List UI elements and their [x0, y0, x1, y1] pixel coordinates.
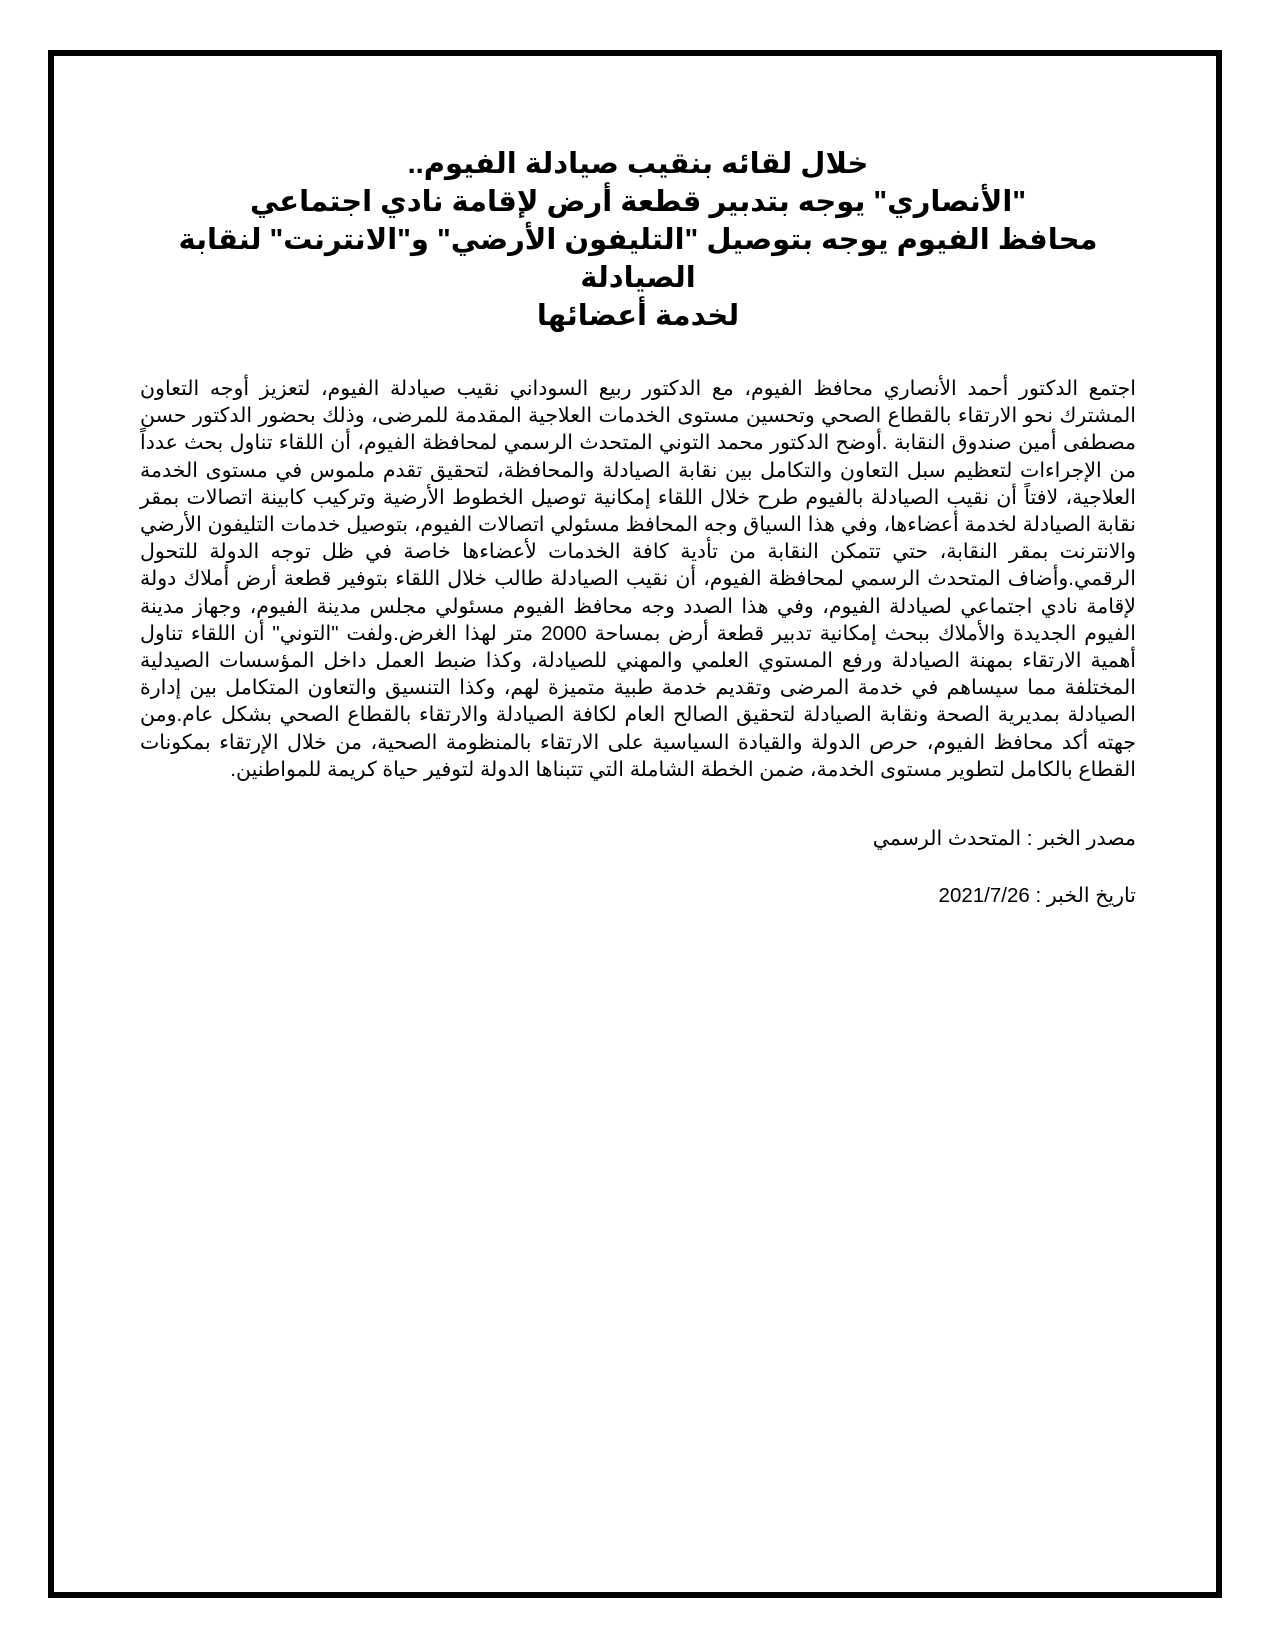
headline-line: لخدمة أعضائها [536, 300, 740, 332]
news-date: تاريخ الخبر : 2021/7/26 [938, 884, 1136, 908]
news-source: مصدر الخبر : المتحدث الرسمي [872, 827, 1136, 851]
article [140, 145, 1136, 909]
headline-line: محافظ الفيوم يوجه بتوصيل "التليفون الأرضي" و"الانترنت" لنقابة الصيادلة [178, 224, 1098, 294]
article-body: اجتمع الدكتور أحمد الأنصاري محافظ الفيوم، مع الدكتور ربيع السوداني نقيب صيادلة الفيوم، لتعزيز أوجه التعاون المشترك نحو الارتقاء بالقطاع الصحي وتحسين مستوى الخدمات العلاجية المقدمة للمرضى، وذلك بحضور الدكتور حسن مصطفى أمين صندوق النقابة .أوضح الدكتور محمد التوني المتحدث الرسمي لمحافظة الفيوم، أن اللقاء تناول بحث عدداً من الإجراءات لتعظيم سبل التعاون والتكامل بين نقابة الصيادلة والمحافظة، لتحقيق تقدم ملموس في مستوى الخدمة العلاجية، لافتاً أن نقيب الصيادلة بالفيوم طرح خلال اللقاء إمكانية توصيل الخطوط الأرضية وتركيب كابينة اتصالات بمقر نقابة الصيادلة لخدمة أعضاءها، وفي هذا السياق وجه المحافظ مسئولي اتصالات الفيوم، بتوصيل خدمات التليفون الأرضي والانترنت بمقر النقابة، حتي تتمكن النقابة من تأدية كافة الخدمات لأعضاءها خاصة في ظل توجه الدولة للتحول الرقمي.وأضاف المتحدث الرسمي لمحافظة الفيوم، أن نقيب الصيادلة طالب خلال اللقاء بتوفير قطعة أرض أملاك دولة لإقامة نادي اجتماعي لصيادلة الفيوم، وفي هذا الصدد وجه محافظ الفيوم مسئولي مجلس مدينة الفيوم، وجهاز مدينة الفيوم الجديدة والأملاك ببحث إمكانية تدبير قطعة أرض بمساحة 2000 متر لهذا الغرض.ولفت "التوني" أن اللقاء تناول أهمية الارتقاء بمهنة الصيادلة ورفع المستوي العلمي والمهني للصيادلة، وكذا ضبط العمل داخل المؤسسات الصيدلية المختلفة مما سيساهم في خدمة المرضى وتقديم خدمة طبية متميزة لهم، وكذا التنسيق والتعاون المتكامل بين إدارة الصيادلة بمديرية الصحة ونقابة الصيادلة لتحقيق الصالح العام لكافة الصيادلة والارتقاء بالقطاع الصحي بشكل عام.ومن جهته أكد محافظ الفيوم، حرص الدولة والقيادة السياسية على الارتقاء بالمنظومة الصحية، من خلال الإرتقاء بمكونات القطاع بالكامل لتطوير مستوى الخدمة، ضمن الخطة الشاملة التي تتبناها الدولة لتوفير حياة كريمة للمواطنين. [140, 377, 1136, 781]
headline-line: "الأنصاري" يوجه بتدبير قطعة أرض لإقامة نادي اجتماعي [249, 186, 1027, 218]
headline [140, 145, 1136, 335]
headline-line: خلال لقائه بنقيب صيادلة الفيوم.. [407, 148, 869, 180]
